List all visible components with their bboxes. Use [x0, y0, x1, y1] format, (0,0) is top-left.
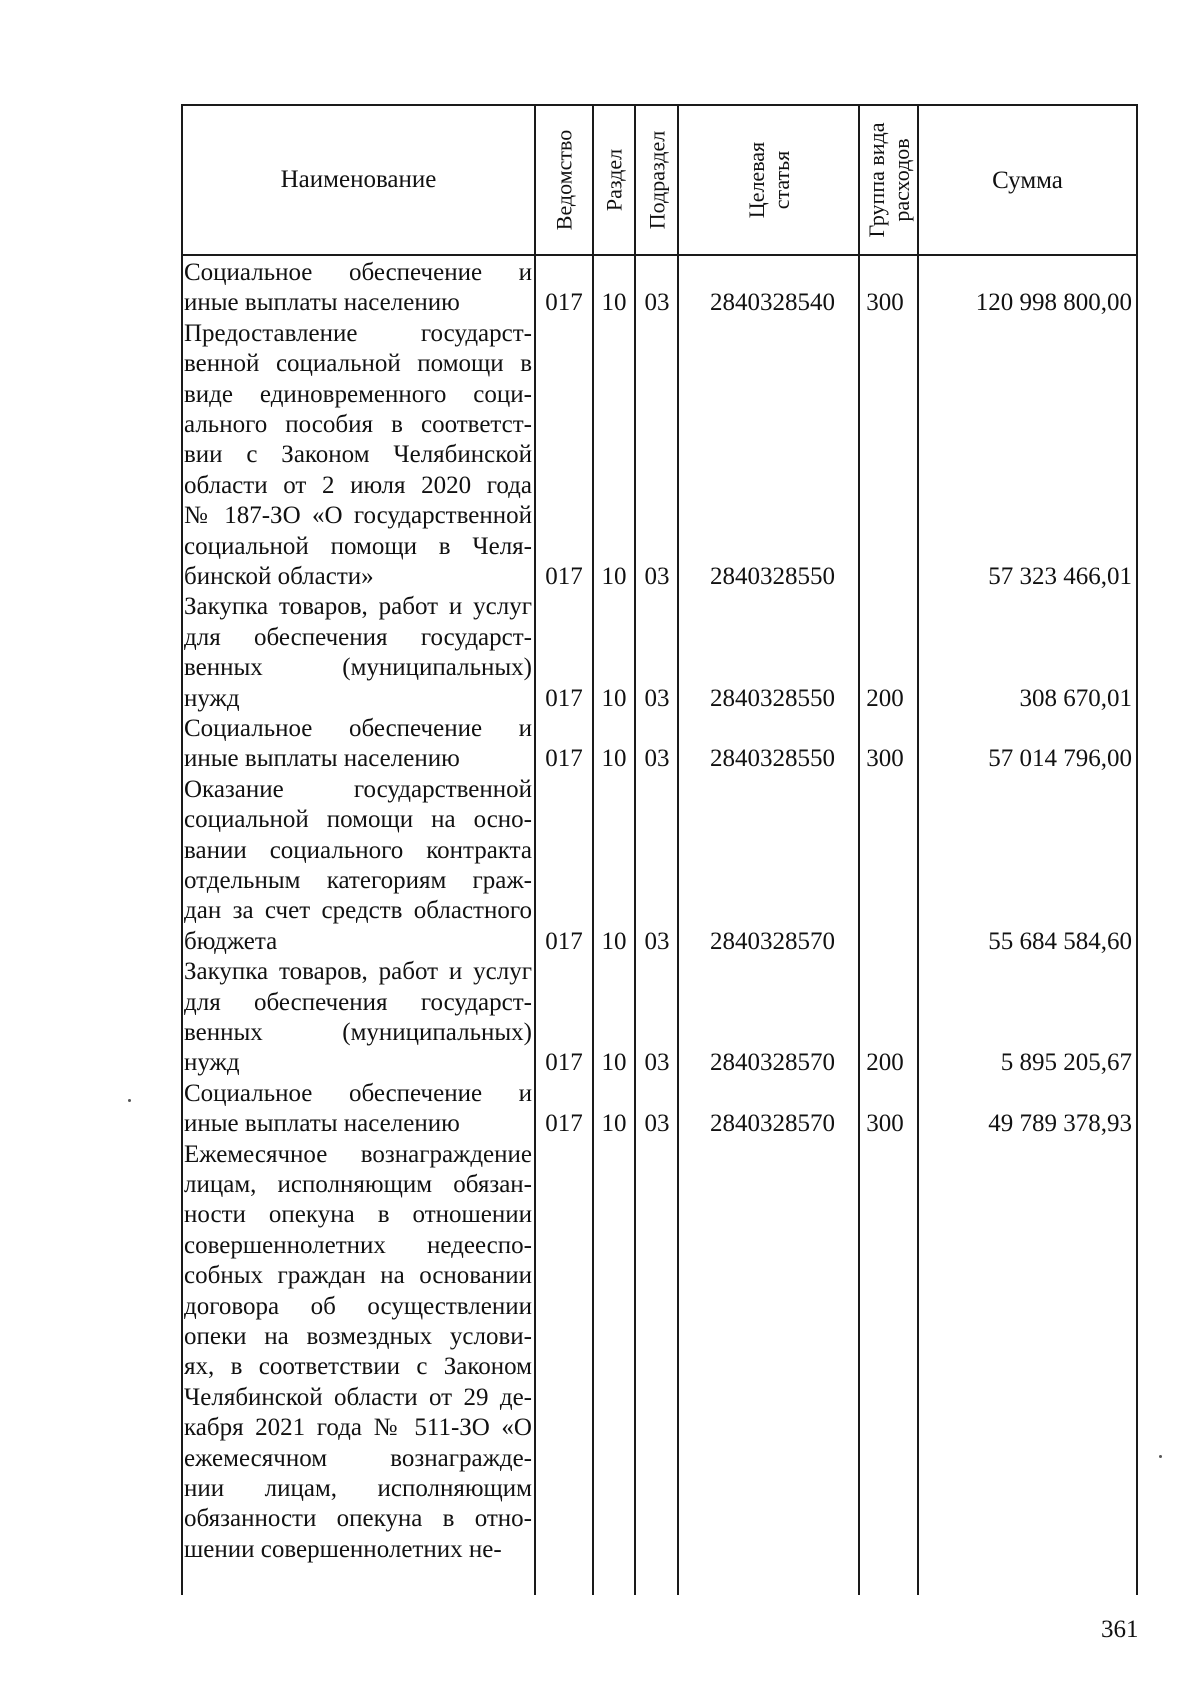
row-description-line: для обеспечения государст- [184, 623, 532, 651]
row-razdel: 10 [601, 562, 627, 590]
row-podrazdel: 03 [644, 927, 670, 955]
row-description-line: Челябинской области от 29 де- [184, 1383, 532, 1411]
row-vedomstvo: 017 [545, 289, 583, 317]
row-podrazdel: 03 [644, 745, 670, 773]
header-podrazdel-cell [634, 104, 677, 256]
row-podrazdel: 03 [644, 1110, 670, 1138]
row-description-line: ежемесячном вознагражде- [184, 1444, 532, 1472]
table-row [181, 1140, 1136, 1566]
row-description-line: Оказание государственной [184, 775, 532, 803]
row-description-line: нужд [184, 1049, 240, 1077]
row-description-line: нужд [184, 684, 240, 712]
row-description-line: совершеннолетних недееспо- [184, 1231, 532, 1259]
row-gruppa-rashodov: 200 [866, 1049, 904, 1077]
row-description-line: социальной помощи в Челя- [184, 532, 532, 560]
row-description-line: области от 2 июля 2020 года [184, 471, 532, 499]
row-podrazdel: 03 [644, 1049, 670, 1077]
row-description-line: № 187-ЗО «О государственной [184, 502, 532, 530]
row-celevaya-statya: 2840328570 [710, 1049, 835, 1077]
header-summa: Сумма [992, 166, 1063, 194]
row-description-line: социальной помощи на осно- [184, 806, 532, 834]
row-description-line: бинской области» [184, 562, 374, 590]
row-description-line: дан за счет средств областного [184, 897, 532, 925]
row-celevaya-statya: 2840328550 [710, 684, 835, 712]
row-description [184, 319, 532, 593]
row-description-line: Социальное обеспечение и [184, 259, 532, 286]
row-description [184, 714, 532, 775]
row-summa: 120 998 800,00 [975, 289, 1132, 317]
table-row [181, 258, 1136, 319]
row-description-line: вании социального контракта [184, 836, 532, 864]
row-vedomstvo: 017 [545, 684, 583, 712]
header-vedomstvo-cell [534, 104, 592, 256]
row-description-line: Закупка товаров, работ и услуг [184, 958, 532, 986]
header-vedomstvo: Ведомство [551, 129, 577, 231]
row-summa: 308 670,01 [1019, 684, 1132, 712]
row-celevaya-statya: 2840328570 [710, 1110, 835, 1138]
row-razdel: 10 [601, 289, 627, 317]
row-description-line: кабря 2021 года № 511-ЗО «О [184, 1414, 532, 1442]
row-razdel: 10 [601, 745, 627, 773]
row-gruppa-rashodov: 300 [866, 1110, 904, 1138]
page-number: 361 [1101, 1616, 1139, 1643]
header-gruppa [864, 123, 914, 238]
row-razdel: 10 [601, 1049, 627, 1077]
row-description-line: отдельным категориям граж- [184, 866, 532, 894]
row-summa: 5 895 205,67 [1000, 1049, 1132, 1077]
row-description [184, 1140, 532, 1565]
row-description-line: для обеспечения государст- [184, 988, 532, 1016]
row-vedomstvo: 017 [545, 745, 583, 773]
row-razdel: 10 [601, 927, 627, 955]
row-podrazdel: 03 [644, 684, 670, 712]
row-summa: 57 323 466,01 [988, 562, 1132, 590]
row-vedomstvo: 017 [545, 927, 583, 955]
row-celevaya-statya: 2840328550 [710, 745, 835, 773]
row-description-line: бюджета [184, 927, 278, 955]
row-description-line: собных граждан на основании [184, 1262, 532, 1290]
row-description-line: венных (муниципальных) [184, 1018, 532, 1046]
row-podrazdel: 03 [644, 562, 670, 590]
row-description-line: виде единовременного соци- [184, 380, 532, 408]
header-name: Наименование [280, 166, 437, 193]
row-description-line: иные выплаты населению [184, 1110, 460, 1138]
table-row [181, 775, 1136, 957]
row-celevaya-statya: 2840328570 [710, 927, 835, 955]
scan-speck [128, 1099, 131, 1102]
row-razdel: 10 [601, 684, 627, 712]
header-name-cell [181, 104, 534, 256]
header-gruppa-line1: Группа вида [863, 122, 889, 238]
header-summa-cell [917, 104, 1138, 256]
row-description [184, 592, 532, 714]
header-podrazdel: Подраздел [644, 130, 669, 230]
row-description-line: Социальное обеспечение и [184, 1079, 532, 1107]
row-description-line: шении совершеннолетних не- [184, 1535, 502, 1563]
row-description-line: лицам, исполняющим обязан- [184, 1170, 532, 1198]
row-razdel: 10 [601, 1110, 627, 1138]
row-description-line: ального пособия в соответст- [184, 410, 532, 438]
table-row [181, 957, 1136, 1079]
row-description [184, 258, 532, 319]
scan-speck [1159, 1455, 1162, 1458]
row-vedomstvo: 017 [545, 562, 583, 590]
table-row [181, 319, 1136, 593]
row-description-line: иные выплаты населению [184, 289, 460, 317]
row-description-line: вии с Законом Челябинской [184, 441, 532, 469]
row-description-line: нии лицам, исполняющим [184, 1474, 532, 1502]
row-gruppa-rashodov: 200 [866, 684, 904, 712]
row-description-line: венной социальной помощи в [184, 350, 532, 378]
row-description-line: Закупка товаров, работ и услуг [184, 593, 532, 621]
row-gruppa-rashodov: 300 [866, 289, 904, 317]
row-description-line: иные выплаты населению [184, 745, 460, 773]
row-description-line: ях, в соответствии с Законом [184, 1353, 532, 1381]
row-celevaya-statya: 2840328550 [710, 562, 835, 590]
row-description-line: ности опекуна в отношении [184, 1201, 532, 1229]
row-description-line: договора об осуществлении [184, 1292, 532, 1320]
row-description [184, 775, 532, 957]
table-row [181, 714, 1136, 775]
row-vedomstvo: 017 [545, 1049, 583, 1077]
row-description-line: венных (муниципальных) [184, 654, 532, 682]
header-gruppa-cell [858, 104, 917, 256]
row-summa: 55 684 584,60 [988, 927, 1132, 955]
row-description-line: опеки на возмездных услови- [184, 1322, 532, 1350]
header-celevaya-line2: статья [768, 150, 794, 210]
header-celevaya-cell [677, 104, 858, 256]
column-divider [1136, 256, 1138, 1595]
row-gruppa-rashodov: 300 [866, 745, 904, 773]
row-vedomstvo: 017 [545, 1110, 583, 1138]
header-razdel-cell [592, 104, 634, 256]
row-description-line: Предоставление государст- [184, 319, 532, 347]
table-row [181, 1079, 1136, 1140]
row-description-line: Ежемесячное вознаграждение [184, 1140, 532, 1168]
row-summa: 57 014 796,00 [988, 745, 1132, 773]
row-podrazdel: 03 [644, 289, 670, 317]
row-description [184, 957, 532, 1079]
table-row [181, 592, 1136, 714]
header-celevaya [744, 142, 794, 218]
row-description [184, 1079, 532, 1140]
header-gruppa-line2: расходов [888, 138, 914, 222]
row-description-line: обязанности опекуна в отно- [184, 1505, 532, 1533]
row-celevaya-statya: 2840328540 [710, 289, 835, 317]
row-description-line: Социальное обеспечение и [184, 715, 532, 742]
row-summa: 49 789 378,93 [988, 1110, 1132, 1138]
header-celevaya-line1: Целевая [743, 141, 769, 219]
header-razdel: Раздел [601, 148, 627, 212]
